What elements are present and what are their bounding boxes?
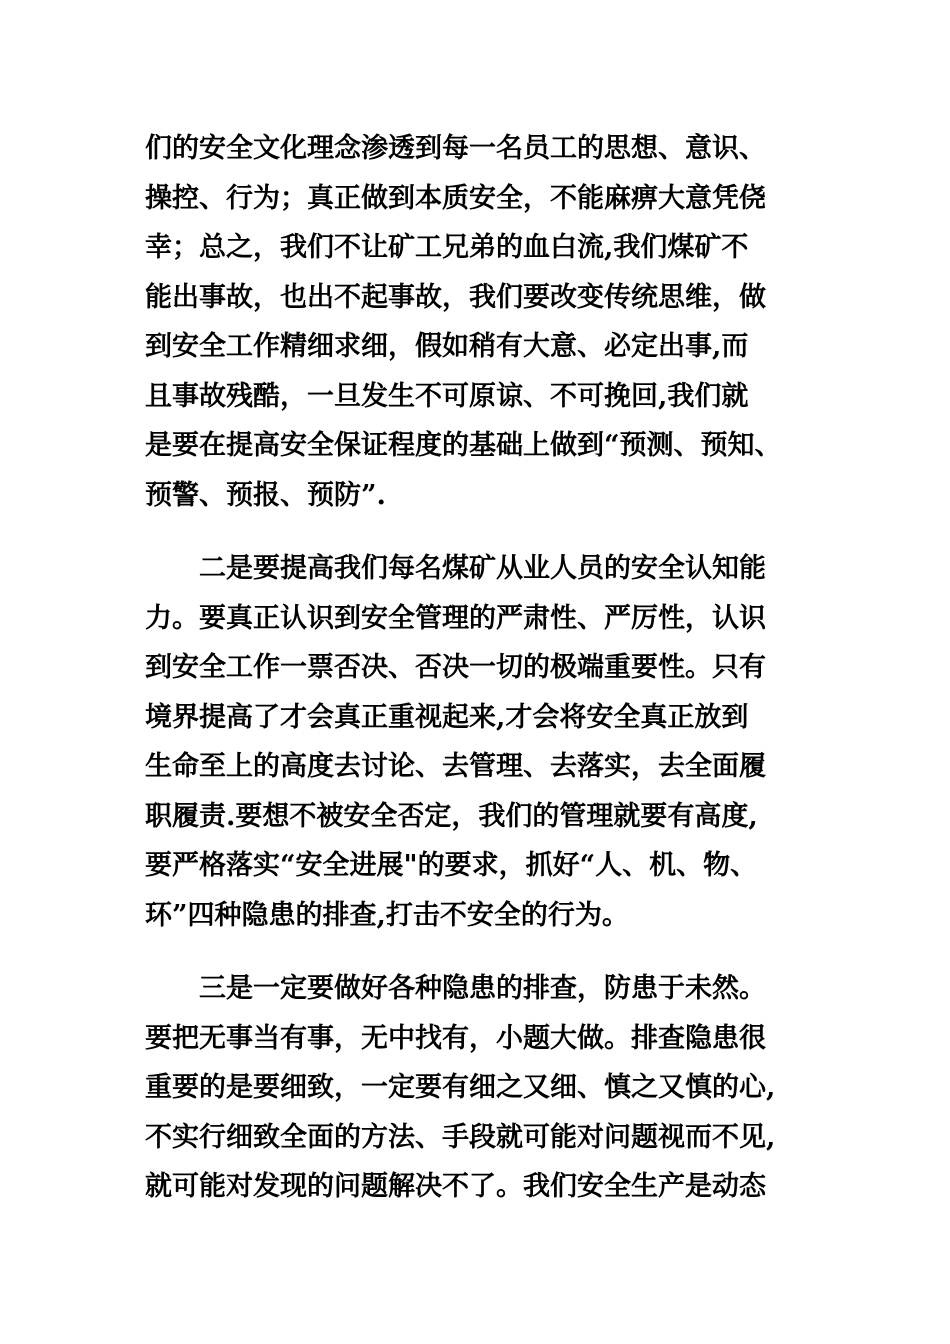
text-line: 不实行细致全面的方法、手段就可能对问题视而不见, [145, 1121, 776, 1153]
text-line: 幸；总之，我们不让矿工兄弟的血白流,我们煤矿不 [145, 232, 749, 263]
text-line: 且事故残酷，一旦发生不可原谅、不可挽回,我们就 [145, 380, 749, 412]
text-line: 三是一定要做好各种隐患的排查，防患于未然。 [145, 973, 766, 1004]
paragraph-1 [145, 124, 835, 520]
paragraph-spacer [145, 940, 835, 964]
document-body [145, 124, 835, 1212]
text-line: 重要的是要细致，一定要有细之又细、慎之又慎的心, [145, 1072, 776, 1103]
text-line: 要严格落实“安全进展"的要求，抓好“人、机、物、 [145, 850, 758, 881]
text-line: 环”四种隐患的排查,打击不安全的行为。 [145, 899, 629, 931]
paragraph-3 [145, 964, 835, 1212]
text-line: 生命至上的高度去讨论、去管理、去落实，去全面履 [145, 751, 766, 782]
text-line: 是要在提高安全保证程度的基础上做到“预测、预知、 [145, 430, 782, 461]
paragraph-spacer [145, 520, 835, 544]
text-line: 们的安全文化理念渗透到每一名员工的思想、意识、 [145, 133, 766, 164]
text-line: 操控、行为；真正做到本质安全，不能麻痹大意凭侥 [145, 182, 766, 214]
text-line: 二是要提高我们每名煤矿从业人员的安全认知能 [145, 553, 766, 584]
text-line: 要把无事当有事，无中找有，小题大做。排查隐患很 [145, 1022, 766, 1054]
text-line: 力。要真正认识到安全管理的严肃性、严厉性，认识 [145, 602, 766, 634]
text-line: 到安全工作精细求细，假如稍有大意、必定出事,而 [145, 331, 749, 362]
text-line: 境界提高了才会真正重视起来,才会将安全真正放到 [145, 701, 749, 733]
text-line: 能出事故，也出不起事故，我们要改变传统思维，做 [145, 281, 766, 313]
text-line: 到安全工作一票否决、否决一切的极端重要性。只有 [145, 652, 766, 683]
text-line: 预警、预报、预防”. [145, 479, 386, 511]
text-line: 就可能对发现的问题解决不了。我们安全生产是动态 [145, 1171, 766, 1202]
paragraph-2 [145, 544, 835, 940]
text-line: 职履责.要想不被安全否定，我们的管理就要有高度, [145, 800, 758, 832]
